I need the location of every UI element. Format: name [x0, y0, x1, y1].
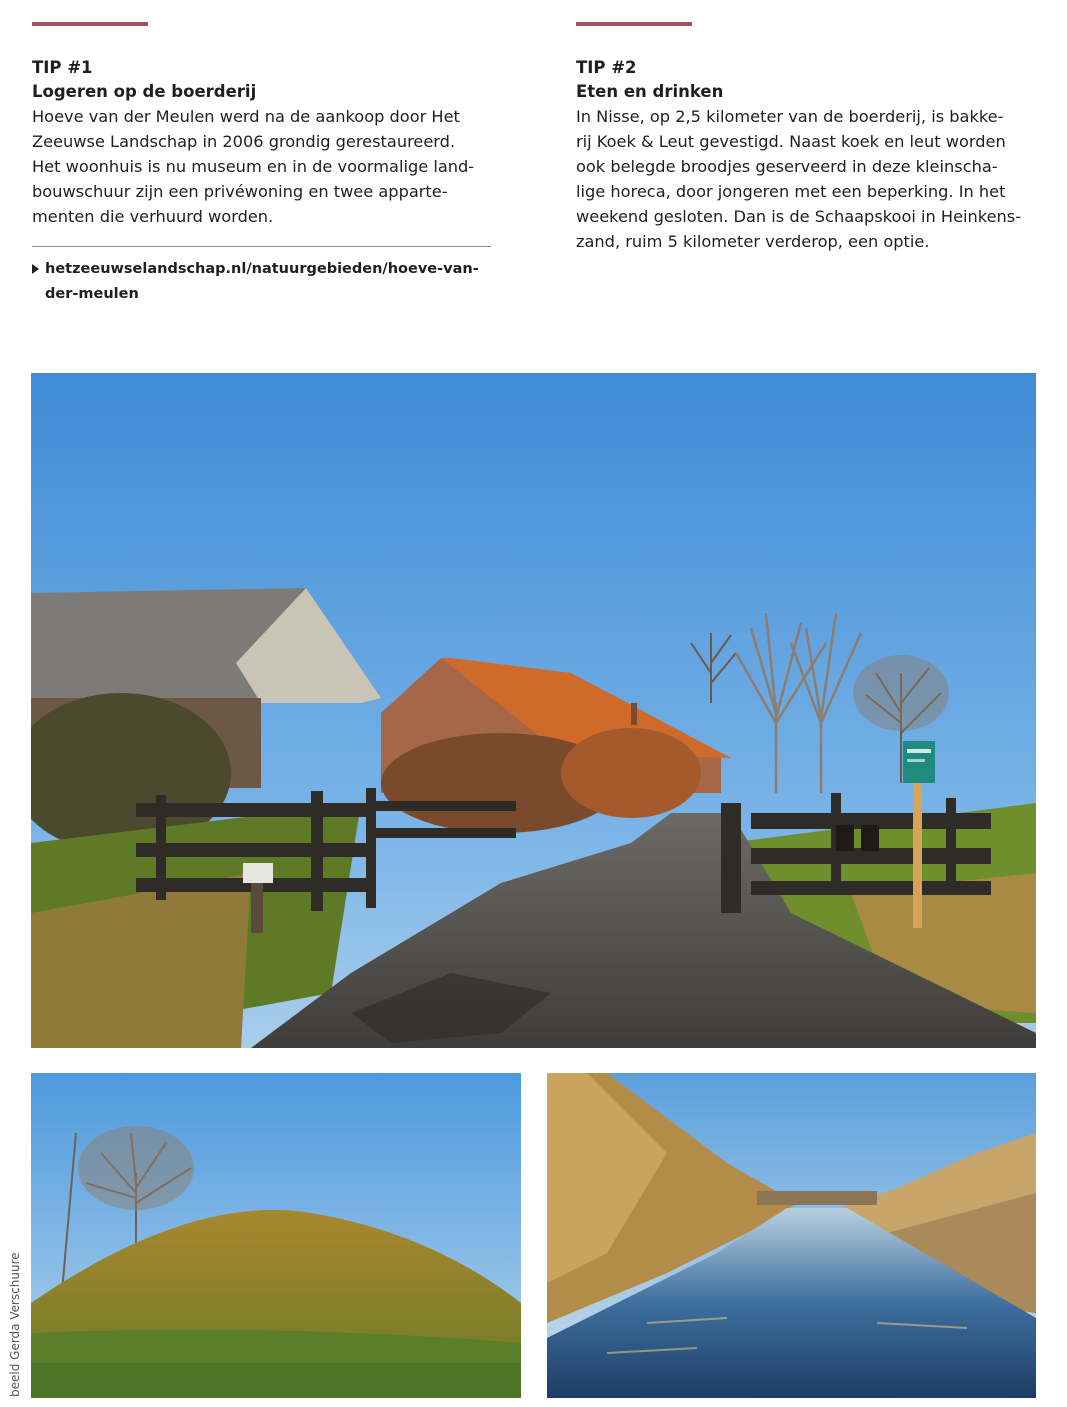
- tip2-body: In Nisse, op 2,5 kilometer van de boerderij, is bakke- rij Koek & Leut gevestigd. Naast koek en leut worden ook belegde broodjes geserveerd in deze kleinscha- lige horeca, door jongeren met een beperking. In het weekend gesloten. Dan is de Schaapskooi in Heinkens- zand, ruim 5 kilometer verderop, een optie.: [576, 107, 1022, 251]
- accent-rule-tip1: [32, 22, 148, 26]
- tip1-divider: [32, 246, 491, 247]
- tip2-column: [576, 56, 1046, 254]
- tip1-website-link[interactable]: hetzeeuwselandschap.nl/natuurgebieden/hoeve-van- der-meulen: [45, 261, 479, 302]
- tip1-body: Hoeve van der Meulen werd na de aankoop door Het Zeeuwse Landschap in 2006 grondig gerestaureerd. Het woonhuis is nu museum en in de voormalige land- bouwschuur zijn een privéwoning en twee apparte- menten die verhuurd worden.: [32, 107, 475, 226]
- tip2-number: TIP #2: [576, 58, 637, 77]
- tip1-column: [32, 56, 502, 229]
- triangle-bullet-icon: [32, 264, 39, 274]
- tip1-title: Logeren op de boerderij: [32, 82, 257, 101]
- tip1-number: TIP #1: [32, 58, 93, 77]
- tip2-title: Eten en drinken: [576, 82, 724, 101]
- photo-credit: beeld Gerda Verschuure: [8, 1252, 22, 1397]
- accent-rule-tip2: [576, 22, 692, 26]
- farm-entrance-photo: [31, 373, 1036, 1048]
- dike-mound-photo: [31, 1073, 521, 1398]
- tip1-link-row: [32, 257, 491, 307]
- canal-reeds-photo: [547, 1073, 1036, 1398]
